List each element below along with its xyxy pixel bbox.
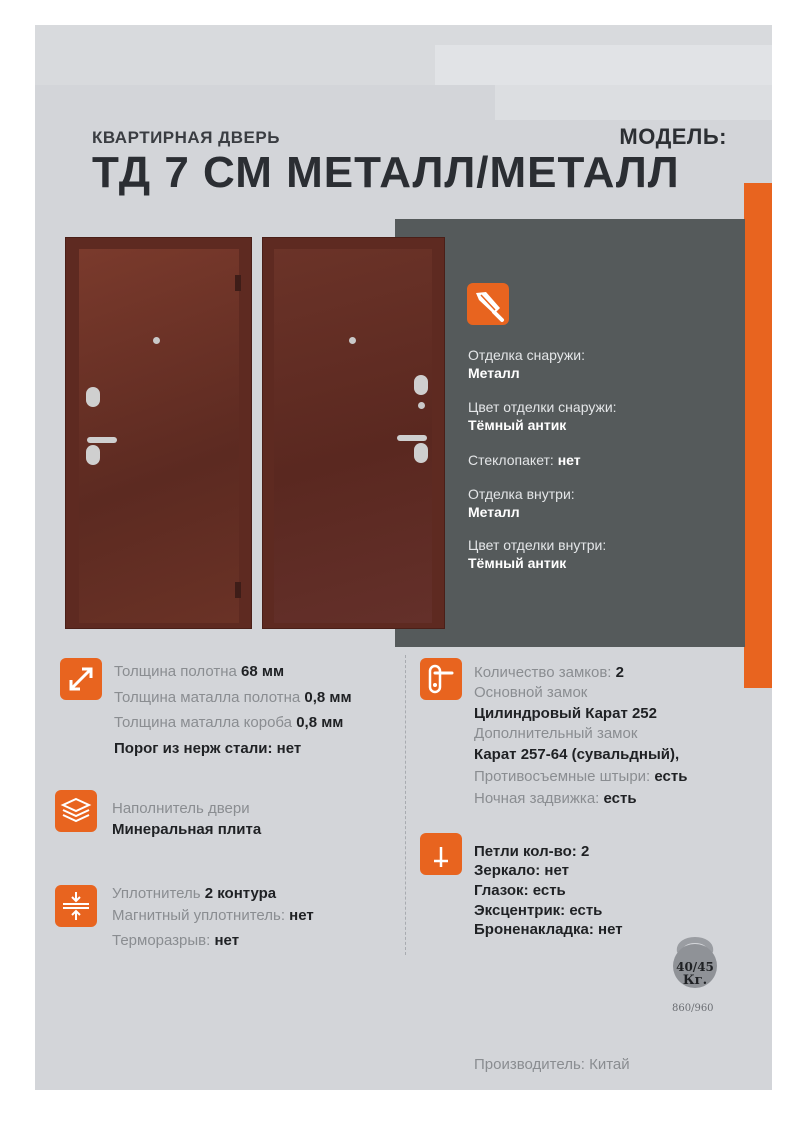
column-divider (405, 655, 407, 955)
peephole (153, 337, 160, 344)
extras-item: Броненакладка: нет (474, 921, 623, 938)
plus-icon (420, 833, 462, 875)
peephole (349, 337, 356, 344)
locks-count-value: 2 (615, 664, 624, 681)
weight-value: 40/45 (676, 960, 714, 974)
finish-value: Металл (468, 504, 520, 520)
extras-item: Эксцентрик: есть (474, 902, 603, 919)
finish-panel (395, 219, 745, 647)
thickness-frame-metal-value: 0,8 мм (296, 714, 344, 731)
kettlebell-icon (665, 928, 725, 990)
compress-icon (55, 885, 97, 927)
resize-arrows-icon (60, 658, 102, 700)
magnetic-seal-line (112, 907, 314, 924)
door-handle-icon (420, 658, 462, 700)
locks-count-label: Количество замков: (474, 664, 612, 681)
thickness-leaf-value: 68 мм (241, 663, 285, 680)
door-inside-image (262, 237, 445, 629)
lock-cylinder (414, 375, 428, 395)
finish-label (468, 452, 581, 468)
extra-lock-value: Карат 257-64 (сувальдный), (474, 746, 680, 763)
night-latch-label: Ночная задвижка: (474, 790, 600, 807)
main-lock-value: Цилиндровый Карат 252 (474, 705, 657, 722)
finish-value: Тёмный антик (468, 417, 567, 433)
manufacturer-text: Производитель: Китай (474, 1056, 630, 1073)
door-sizes: 860/960 (672, 1003, 714, 1014)
thermal-break-value: нет (214, 932, 240, 949)
door-handle (397, 435, 427, 441)
thickness-frame-metal-label: Толщина маталла короба (114, 714, 293, 731)
finish-label-text: Стеклопакет: (468, 452, 554, 468)
filler-label: Наполнитель двери (112, 800, 250, 817)
background-stripe (435, 45, 772, 85)
finish-label: Цвет отделки внутри: (468, 537, 607, 553)
lock-cylinder (414, 443, 428, 463)
weight-unit: Кг. (682, 973, 708, 988)
thickness-leaf-label: Толщина полотна (114, 663, 237, 680)
anti-removal-pins-label: Противосъемные штыри: (474, 768, 651, 785)
finish-value: Тёмный антик (468, 555, 567, 571)
background-stripe (495, 85, 772, 120)
thickness-leaf-metal-value: 0,8 мм (304, 689, 352, 706)
thickness-frame-metal (114, 714, 343, 731)
night-latch-knob (418, 402, 425, 409)
anti-removal-pins-line (474, 768, 687, 785)
header-model-label: МОДЕЛЬ: (619, 124, 727, 149)
threshold-text: Порог из нерж стали: нет (114, 740, 302, 757)
hinge (235, 275, 241, 291)
locks-count-line (474, 664, 624, 681)
accent-bar (744, 183, 772, 688)
finish-label: Отделка снаружи: (468, 347, 585, 363)
door-leaf (79, 249, 239, 623)
door-handle (87, 437, 117, 443)
night-latch-value: есть (603, 790, 637, 807)
magnetic-seal-value: нет (289, 907, 314, 924)
header-subtitle: КВАРТИРНАЯ ДВЕРЬ (92, 128, 280, 147)
seal-label: Уплотнитель (112, 885, 201, 902)
finish-value: Металл (468, 365, 520, 381)
finish-label: Отделка внутри: (468, 486, 575, 502)
extras-item: Зеркало: нет (474, 862, 569, 879)
thickness-leaf-metal (114, 689, 352, 706)
extras-item: Глазок: есть (474, 882, 566, 899)
door-outside-image (65, 237, 252, 629)
main-lock-label: Основной замок (474, 684, 588, 701)
finish-label: Цвет отделки снаружи: (468, 399, 617, 415)
layers-icon (55, 790, 97, 832)
lock-cylinder (86, 387, 100, 407)
thermal-break-label: Терморазрыв: (112, 932, 211, 949)
extra-lock-label: Дополнительный замок (474, 725, 638, 742)
extras-item: Петли кол-во: 2 (474, 843, 590, 860)
thermal-break-line (112, 932, 239, 949)
filler-value: Минеральная плита (112, 821, 262, 838)
lock-cylinder (86, 445, 100, 465)
seal-line (112, 885, 276, 902)
magnetic-seal-label: Магнитный уплотнитель: (112, 907, 285, 924)
paint-brush-icon (467, 283, 509, 325)
page-title: ТД 7 СМ МЕТАЛЛ/МЕТАЛЛ (92, 148, 680, 197)
anti-removal-pins-value: есть (654, 768, 688, 785)
thickness-leaf-metal-label: Толщина маталла полотна (114, 689, 301, 706)
seal-value: 2 контура (204, 885, 277, 902)
night-latch-line (474, 790, 637, 807)
hinge (235, 582, 241, 598)
thickness-leaf (114, 663, 284, 680)
finish-value: нет (557, 452, 581, 468)
